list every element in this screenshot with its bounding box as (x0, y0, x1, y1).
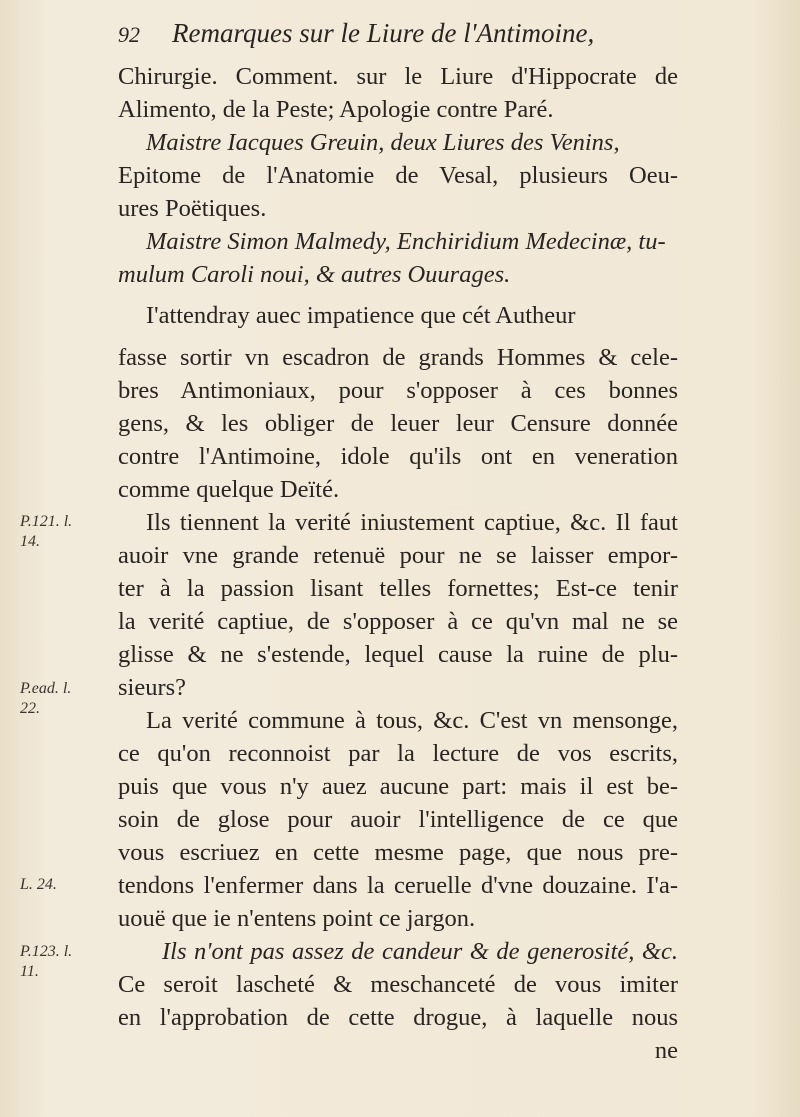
text-line: Alimento, de la Peste; Apologie contre Paré. (118, 96, 554, 123)
margin-note (20, 875, 100, 895)
text-line: Chirurgie. Comment. sur le Liure d'Hippocrate de (118, 63, 678, 90)
text-line: ne (654, 1037, 678, 1064)
page-body (118, 60, 678, 1067)
text-line: glisse & ne s'estende, lequel cause la ruine de plu- (118, 641, 678, 668)
text-line: I'attendray auec impatience que cét Autheur (146, 302, 576, 329)
margin-note-ref: P.123. l. (20, 943, 73, 960)
text-line: comme quelque Deïté. (118, 476, 340, 503)
text-line: Epitome de l'Anatomie de Vesal, plusieurs Oeu- (118, 162, 678, 189)
text-line: ter à la passion lisant telles fornettes; Est-ce tenir (118, 575, 678, 602)
text-line: Maistre Simon Malmedy, Enchiridium Medecinæ, tu- (146, 228, 666, 255)
text-line: Maistre Iacques Greuin, deux Liures des Venins, (146, 129, 620, 156)
text-line: uouë que ie n'entens point ce jargon. (118, 905, 476, 932)
margin-note-ref: P.121. l. (20, 513, 73, 530)
margin-note-ref: P.ead. l. (20, 680, 72, 697)
text-line: Ce seroit lascheté & meschanceté de vous imiter (118, 971, 678, 998)
margin-note (20, 942, 100, 982)
text-line: soin de glose pour auoir l'intelligence de ce que (118, 806, 678, 833)
text-line: vous escriuez en cette mesme page, que nous pre- (118, 839, 678, 866)
text-line: en l'approbation de cette drogue, à laquelle nous (118, 1004, 678, 1031)
margin-note-line: 11. (20, 963, 39, 980)
margin-note-ref: L. 24. (20, 876, 57, 893)
text-line: gens, & les obliger de leuer leur Censure donnée (118, 410, 678, 437)
text-line: Ils tiennent la verité iniustement captiue, &c. Il faut (146, 509, 678, 536)
text-line: Ils n'ont pas assez de candeur & de generosité, &c. (162, 938, 678, 965)
text-line: tendons l'enfermer dans la ceruelle d'vne douzaine. I'a- (118, 872, 678, 899)
text-line: sieurs? (118, 674, 187, 701)
margin-note (20, 679, 100, 719)
text-line: ures Poëtiques. (118, 195, 267, 222)
text-line: la verité captiue, de s'opposer à ce qu'vn mal ne se (118, 608, 678, 635)
page-number: 92 (118, 22, 140, 47)
text-line: puis que vous n'y auez aucune part: mais il est be- (118, 773, 678, 800)
text-line: fasse sortir vn escadron de grands Hommes & cele- (118, 344, 678, 371)
margin-note-line: 22. (20, 700, 40, 717)
text-line: ce qu'on reconnoist par la lecture de vos escrits, (118, 740, 678, 767)
text-line: auoir vne grande retenuë pour ne se laisser empor- (118, 542, 678, 569)
text-line: mulum Caroli noui, & autres Ouurages. (118, 261, 511, 288)
text-line: La verité commune à tous, &c. C'est vn mensonge, (146, 707, 678, 734)
page-header (118, 18, 698, 58)
margin-note (20, 512, 100, 552)
text-line: bres Antimoniaux, pour s'opposer à ces bonnes (118, 377, 678, 404)
running-title: Remarques sur le Liure de l'Antimoine, (172, 18, 595, 48)
text-line: contre l'Antimoine, idole qu'ils ont en veneration (118, 443, 678, 470)
margin-note-line: 14. (20, 533, 40, 550)
